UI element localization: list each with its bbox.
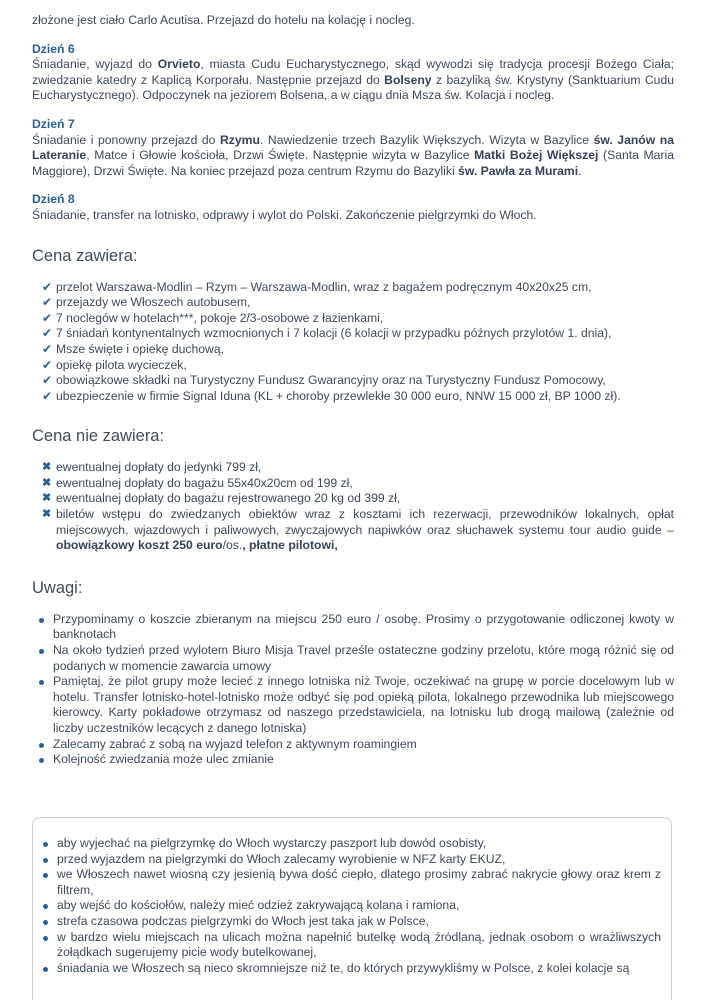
- check-icon: ✔: [42, 310, 53, 325]
- notes-heading: Uwagi:: [32, 578, 83, 597]
- excludes-item: [42, 476, 674, 492]
- tips-box: [32, 817, 672, 1000]
- text-run: /os.: [222, 538, 243, 553]
- day-title: Dzień 8: [32, 192, 75, 207]
- includes-item-text: ubezpieczenie w firmie Signal Iduna (KL + choroby przewlekłe 30 000 euro, NNW 15 000 zł, BP 1000 zł).: [56, 388, 621, 403]
- note-item: [37, 643, 674, 674]
- text-run: , miasta Cudu Eucharystycznego, skąd wywodzi się tradycja procesji Bożego Ciała; zwiedzanie katedry z Kaplicą Korporału. Następnie przejazd do: [32, 57, 674, 87]
- tip-item: [41, 867, 661, 898]
- text-run: , Matce i Głowie kościoła, Drzwi Święte. Następnie wizyta w Bazylice: [86, 148, 475, 163]
- tip-item-text: aby wyjechać na pielgrzymkę do Włoch wystarczy paszport lub dowód osobisty,: [57, 836, 487, 850]
- includes-item-text: 7 noclegów w hotelach***, pokoje 2/3-osobowe z łazienkami,: [56, 310, 384, 325]
- check-icon: ✔: [42, 357, 53, 372]
- notes-list: [37, 612, 674, 768]
- bold-text: Rzymu: [220, 132, 260, 147]
- bullet-icon: [43, 920, 48, 925]
- includes-item: [42, 373, 674, 389]
- bullet-icon: [39, 758, 44, 763]
- note-item-text: Zalecamy zabrać z sobą na wyjazd telefon z aktywnym roamingiem: [53, 736, 417, 751]
- check-icon: ✔: [42, 388, 53, 403]
- day-description: [32, 57, 674, 104]
- note-item: [37, 674, 674, 736]
- bullet-icon: [39, 743, 44, 748]
- includes-item-text: opiekę pilota wycieczek,: [56, 357, 187, 372]
- bold-text: Matki Bożej Większej: [474, 148, 599, 163]
- bold-text: Bolseny: [384, 72, 432, 87]
- x-mark-icon: ✖: [42, 508, 52, 521]
- note-item-text: Pamiętaj, że pilot grupy może lecieć z innego lotniska niż Twoje, oczekiwać na grupę w porcie docelowym lub w hotelu. Transfer lotnisko-hotel-lotnisko może odbyć się pod opieką pilota, lokalnego przewodnika lub miejscowego kierowcy. Karty pokładowe otrzymasz od naszego przedstawiciela, na lotnisku lub drogą mailową (zależnie od liczby uczestników lecących z danego lotniska): [53, 674, 674, 735]
- check-icon: ✔: [42, 326, 53, 341]
- text-run: (Santa Maria Maggiore), Drzwi Święte. Na koniec przejazd poza centrum Rzymu do Bazyliki: [32, 148, 674, 178]
- x-mark-icon: ✖: [42, 476, 52, 489]
- tip-item-text: aby wejść do kościołów, należy mieć odzież zakrywającą kolana i ramiona,: [57, 898, 460, 913]
- note-item: [37, 612, 674, 643]
- note-item: [37, 752, 674, 768]
- bold-text: św. Pawła za Murami: [458, 163, 579, 178]
- bullet-icon: [43, 873, 48, 878]
- bullet-icon: [43, 936, 48, 941]
- excludes-item: [42, 507, 674, 554]
- text-run: ewentualnej dopłaty do jedynki 799 zł,: [56, 460, 262, 475]
- text-run: z bazyliką św. Krystyny (Sanktuarium Cudu Eucharystycznego). Odpoczynek na jeziorem Bolsena, a w ciągu dnia Msza św. Kolacja i nocleg.: [32, 72, 674, 103]
- bullet-icon: [43, 904, 48, 909]
- itinerary-days: [32, 42, 674, 224]
- tips-list: [41, 836, 661, 976]
- tip-item: [41, 914, 661, 930]
- includes-item-text: obowiązkowe składki na Turystyczny Fundusz Gwarancyjny oraz na Turystyczny Fundusz Pomocowy,: [56, 373, 606, 388]
- excludes-heading: Cena nie zawiera:: [32, 427, 165, 446]
- note-item-text: Na około tydzień przed wylotem Biuro Misja Travel prześle ostateczne godziny przelotu, które mogą różnić się od podanych w momencie zawarcia umowy: [53, 643, 674, 673]
- includes-heading: Cena zawiera:: [32, 246, 138, 265]
- tip-item: [41, 852, 661, 868]
- tip-item: [41, 898, 661, 914]
- tip-item-text: strefa czasowa podczas pielgrzymki do Włoch jest taka jak w Polsce,: [57, 913, 429, 928]
- tip-item-text: przed wyjazdem na pielgrzymki do Włoch zalecamy wyrobienie w NFZ karty EKUZ,: [57, 851, 506, 866]
- note-item: [37, 737, 674, 753]
- bullet-icon: [43, 842, 48, 847]
- note-item-text: Kolejność zwiedzania może ulec zmianie: [53, 752, 274, 767]
- excludes-list: [42, 460, 674, 554]
- bullet-icon: [43, 858, 48, 863]
- bullet-icon: [39, 680, 44, 685]
- includes-item: [42, 389, 674, 405]
- includes-item-text: 7 śniadań kontynentalnych wzmocnionych i 7 kolacji (6 kolacji w przypadku późnych przylotów 1. dnia),: [56, 326, 612, 341]
- check-icon: ✔: [42, 341, 53, 356]
- text-run: Śniadanie, wyjazd do: [32, 57, 158, 72]
- text-run: . Nawiedzenie trzech Bazylik Większych. Wizyta w Bazylice: [259, 132, 594, 147]
- bold-text: Orvieto: [157, 57, 201, 72]
- tip-item: [41, 961, 661, 977]
- includes-list: [42, 280, 674, 405]
- day-title: Dzień 7: [32, 116, 75, 131]
- intro-text: złożone jest ciało Carlo Acutisa. Przejazd do hotelu na kolację i nocleg.: [32, 13, 415, 27]
- text-run: Śniadanie i ponowny przejazd do: [32, 132, 220, 147]
- check-icon: ✔: [42, 295, 53, 310]
- tip-item: [41, 930, 661, 961]
- bold-text: obowiązkowy koszt 250 euro: [56, 538, 223, 553]
- includes-item-text: przelot Warszawa-Modlin – Rzym – Warszawa-Modlin, wraz z bagażem podręcznym 40x20x25 cm,: [56, 279, 592, 294]
- day-section: [32, 192, 674, 223]
- text-run: Śniadanie, transfer na lotnisko, odprawy i wylot do Polski. Zakończenie pielgrzymki do Włoch.: [32, 207, 537, 222]
- text-run: ewentualnej dopłaty do bagażu rejestrowanego 20 kg od 399 zł,: [56, 491, 401, 506]
- check-icon: ✔: [42, 373, 53, 388]
- includes-item: [42, 311, 674, 327]
- tip-item-text: we Włoszech nawet wiosną czy jesienią bywa dość ciepło, dlatego prosimy zabrać nakrycie głowy oraz krem z filtrem,: [57, 867, 661, 897]
- includes-item-text: Msze święte i opiekę duchową,: [56, 341, 225, 356]
- day-description: [32, 208, 674, 224]
- tip-item-text: w bardzo wielu miejscach na ulicach można napełnić butelkę wodą źródlaną, jednak osobom o wrażliwszych żołądkach sugerujemy picie wody butelkowanej,: [57, 929, 661, 960]
- includes-item: [42, 342, 674, 358]
- bold-text: św. Janów na Lateranie: [32, 132, 674, 163]
- x-mark-icon: ✖: [42, 461, 52, 474]
- text-run: biletów wstępu do zwiedzanych obiektów wraz z kosztami ich rezerwacji, przewodników lokalnych, opłat miejscowych, wjazdowych i paliwowych, zwyczajowych napiwków oraz słuchawek systemu tour audio guide –: [56, 507, 674, 537]
- excludes-item: [42, 460, 674, 476]
- excludes-item: [42, 491, 674, 507]
- tip-item: [41, 836, 661, 852]
- day-section: [32, 42, 674, 104]
- includes-item-text: przejazdy we Włoszech autobusem,: [56, 295, 251, 310]
- day-description: [32, 133, 674, 180]
- includes-item: [42, 358, 674, 374]
- x-mark-icon: ✖: [42, 492, 52, 505]
- document-content: [32, 13, 674, 768]
- note-item-text: Przypominamy o koszcie zbieranym na miejscu 250 euro / osobę. Prosimy o przygotowanie odliczonej kwoty w banknotach: [53, 611, 674, 642]
- day-section: [32, 117, 674, 179]
- includes-item: [42, 326, 674, 342]
- bullet-icon: [39, 618, 44, 623]
- includes-item: [42, 295, 674, 311]
- bold-text: , płatne pilotowi,: [242, 538, 338, 553]
- text-run: .: [578, 163, 582, 178]
- bullet-icon: [39, 649, 44, 654]
- text-run: ewentualnej dopłaty do bagażu 55x40x20cm od 199 zł,: [56, 475, 353, 490]
- bullet-icon: [43, 967, 48, 972]
- tip-item-text: śniadania we Włoszech są nieco skromniejsze niż te, do których przywykliśmy w Polsce, z kolei kolacje są: [57, 960, 630, 975]
- check-icon: ✔: [42, 279, 53, 294]
- day-title: Dzień 6: [32, 41, 75, 56]
- includes-item: [42, 280, 674, 296]
